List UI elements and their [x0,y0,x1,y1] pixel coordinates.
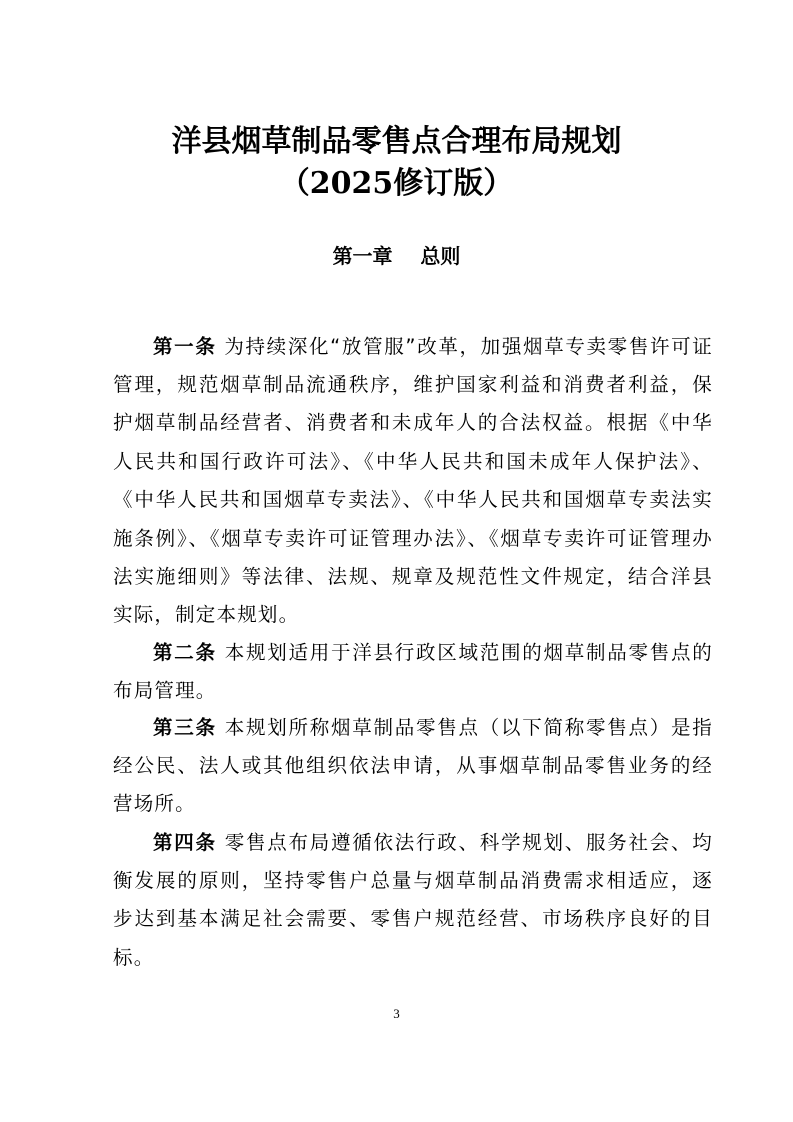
article-label: 第一条 [153,334,217,358]
article-text: 为持续深化“放管服”改革，加强烟草专卖零售许可证管理，规范烟草制品流通秩序，维护国家利益和消费者利益，保护烟草制品经营者、消费者和未成年人的合法权益。根据《中华人民共和国行政许可法》、《中华人民共和国未成年人保护法》、《中华人民共和国烟草专卖法》、《中华人民共和国烟草专卖法实施条例》、《烟草专卖许可证管理办法》、《烟草专卖许可证管理办法实施细则》等法律、法规、规章及规范性文件规定，结合洋县实际，制定本规划。 [113,334,714,627]
page-number: 3 [393,1006,400,1021]
article-label: 第二条 [153,640,217,664]
article-text: 零售点布局遵循依法行政、科学规划、服务社会、均衡发展的原则，坚持零售户总量与烟草制品消费需求相适应，逐步达到基本满足社会需要、零售户规范经营、市场秩序良好的目标。 [113,830,713,969]
document-title: 洋县烟草制品零售点合理布局规划 [171,124,622,159]
article-label: 第四条 [153,830,217,854]
article-2 [113,634,713,711]
article-text: 本规划所称烟草制品零售点（以下简称零售点）是指经公民、法人或其他组织依法申请，从事烟草制品零售业务的经营场所。 [113,715,713,816]
article-label: 第三条 [153,715,217,739]
article-text: 本规划适用于洋县行政区域范围的烟草制品零售点的布局管理。 [113,640,713,702]
article-1 [113,328,713,635]
article-3 [113,709,713,824]
article-4 [113,824,713,978]
chapter-heading: 第一章 总则 [332,244,461,268]
document-subtitle-edition: （2025修订版） [279,166,514,201]
